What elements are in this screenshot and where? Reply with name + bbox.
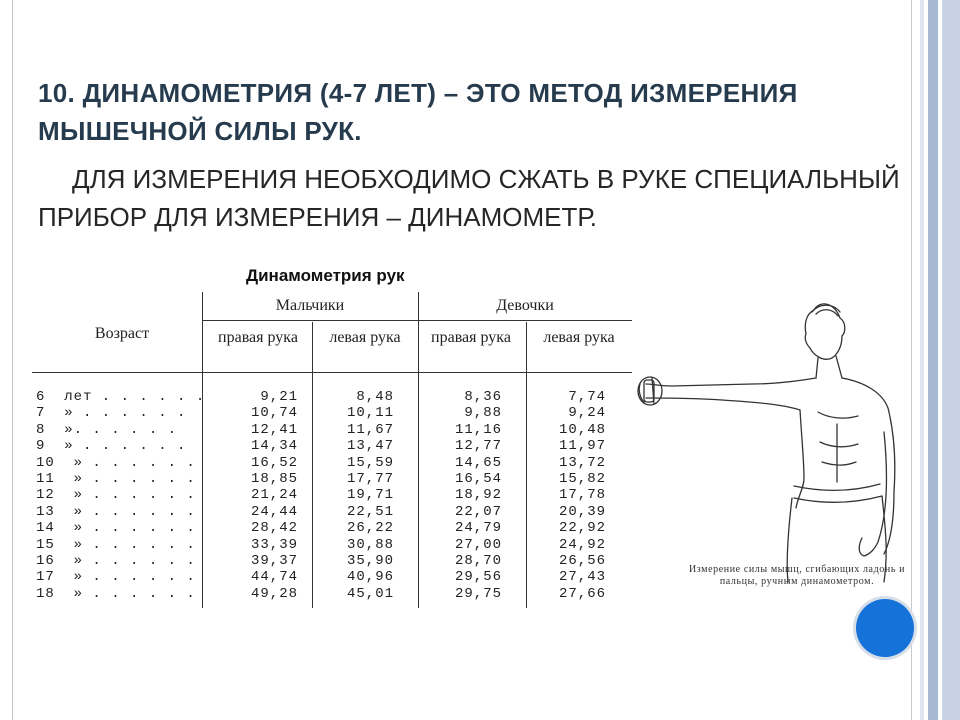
table-cell-girls-left: 24,92 bbox=[558, 536, 606, 553]
header-girls: Девочки bbox=[496, 297, 554, 314]
table-cell-girls-left: 22,92 bbox=[558, 520, 606, 537]
table-cell-girls-left: 11,97 bbox=[558, 438, 606, 455]
table-cell-girls-left: 20,39 bbox=[558, 503, 606, 520]
table-cell-boys-right: 33,39 bbox=[250, 536, 298, 553]
table-cell-boys-right: 28,42 bbox=[250, 520, 298, 537]
table-cell-girls-right: 24,79 bbox=[454, 520, 502, 537]
table-title: Динамометрия рук bbox=[246, 266, 405, 285]
table-cell-boys-right: 18,85 bbox=[250, 471, 298, 487]
header-age: Возраст bbox=[94, 325, 150, 342]
table-cell-girls-right: 22,07 bbox=[454, 503, 502, 520]
table-cell-age: 8 ». . . . . . bbox=[36, 421, 178, 438]
table-cell-girls-left: 9,24 bbox=[568, 405, 606, 422]
table-cell-girls-left: 17,78 bbox=[558, 487, 606, 504]
table-cell-boys-left: 8,48 bbox=[356, 389, 394, 405]
slide-nav-circle-button[interactable] bbox=[856, 599, 914, 657]
table-cell-boys-right: 9,21 bbox=[260, 389, 298, 405]
table-vrule-age bbox=[202, 292, 203, 608]
figure-caption: Измерение силы мышц, сгибающих ладонь и пальцы, ручным динамометром. bbox=[688, 564, 906, 587]
table-cell-age: 17 » . . . . . . bbox=[36, 569, 196, 586]
table-cell-girls-left: 27,66 bbox=[558, 585, 606, 602]
table-cell-boys-right: 12,41 bbox=[250, 421, 298, 438]
right-decorative-stripes bbox=[914, 0, 960, 720]
table-cell-girls-left: 7,74 bbox=[568, 389, 606, 405]
table-cell-girls-right: 8,36 bbox=[464, 389, 502, 405]
table-cell-girls-left: 27,43 bbox=[558, 569, 606, 586]
table-cell-age: 13 » . . . . . . bbox=[36, 503, 196, 520]
table-cell-girls-left: 26,56 bbox=[558, 553, 606, 569]
stripe-wide bbox=[942, 0, 960, 720]
table-cell-girls-right: 11,16 bbox=[454, 421, 502, 438]
table-cell-boys-left: 45,01 bbox=[346, 585, 394, 602]
table-cell-age: 10 » . . . . . . bbox=[36, 454, 196, 471]
table-cell-boys-left: 35,90 bbox=[346, 553, 394, 569]
table-cell-boys-left: 26,22 bbox=[346, 520, 394, 537]
table-cell-boys-left: 13,47 bbox=[346, 438, 394, 455]
header-boys-left: левая рука bbox=[329, 329, 401, 346]
table-cell-boys-left: 10,11 bbox=[346, 405, 394, 422]
table-cell-boys-right: 39,37 bbox=[250, 553, 298, 569]
table-cell-girls-right: 29,56 bbox=[454, 569, 502, 586]
table-cell-girls-left: 10,48 bbox=[558, 421, 606, 438]
table-cell-boys-left: 22,51 bbox=[346, 503, 394, 520]
table-cell-boys-left: 11,67 bbox=[346, 421, 394, 438]
table-rule-header bbox=[32, 372, 632, 373]
table-cell-boys-left: 17,77 bbox=[346, 471, 394, 487]
table-cell-boys-right: 16,52 bbox=[250, 454, 298, 471]
table-cell-age: 18 » . . . . . . bbox=[36, 585, 196, 602]
table-cell-boys-left: 15,59 bbox=[346, 454, 394, 471]
table-cell-boys-left: 30,88 bbox=[346, 536, 394, 553]
table-cell-girls-right: 16,54 bbox=[454, 471, 502, 487]
table-cell-girls-right: 14,65 bbox=[454, 454, 502, 471]
table-cell-age: 14 » . . . . . . bbox=[36, 520, 196, 537]
table-cell-girls-right: 9,88 bbox=[464, 405, 502, 422]
table-cell-girls-right: 27,00 bbox=[454, 536, 502, 553]
dynamometry-table bbox=[32, 292, 632, 608]
table-cell-girls-left: 13,72 bbox=[558, 454, 606, 471]
table-cell-girls-right: 18,92 bbox=[454, 487, 502, 504]
table-cell-boys-right: 49,28 bbox=[250, 585, 298, 602]
table-cell-age: 15 » . . . . . . bbox=[36, 536, 196, 553]
table-cell-boys-right: 24,44 bbox=[250, 503, 298, 520]
table-cell-age: 9 » . . . . . . bbox=[36, 438, 187, 455]
table-cell-boys-right: 10,74 bbox=[250, 405, 298, 422]
table-cell-boys-left: 19,71 bbox=[346, 487, 394, 504]
table-cell-girls-right: 28,70 bbox=[454, 553, 502, 569]
table-cell-age: 6 лет . . . . . . bbox=[36, 389, 206, 405]
slide-subtitle bbox=[38, 160, 918, 236]
table-cell-age: 16 » . . . . . . bbox=[36, 553, 196, 569]
table-cell-girls-right: 12,77 bbox=[454, 438, 502, 455]
subtitle-text: ДЛЯ ИЗМЕРЕНИЯ НЕОБХОДИМО СЖАТЬ В РУКЕ СПЕЦИАЛЬНЫЙ ПРИБОР ДЛЯ ИЗМЕРЕНИЯ – ДИНАМОМЕТР. bbox=[38, 164, 900, 232]
table-cell-age: 7 » . . . . . . bbox=[36, 405, 187, 422]
header-boys-right: правая рука bbox=[218, 329, 298, 346]
slide-title: 10. ДИНАМОМЕТРИЯ (4-7 ЛЕТ) – ЭТО МЕТОД ИЗМЕРЕНИЯ МЫШЕЧНОЙ СИЛЫ РУК. bbox=[38, 78, 798, 146]
table-cell-age: 12 » . . . . . . bbox=[36, 487, 196, 504]
table-cell-boys-left: 40,96 bbox=[346, 569, 394, 586]
stripe-thin bbox=[920, 0, 924, 720]
table-cell-age: 11 » . . . . . . bbox=[36, 471, 196, 487]
header-girls-right: правая рука bbox=[431, 329, 511, 346]
stripe-mid bbox=[928, 0, 938, 720]
table-cell-boys-right: 21,24 bbox=[250, 487, 298, 504]
table-cell-girls-right: 29,75 bbox=[454, 585, 502, 602]
table-cell-boys-right: 44,74 bbox=[250, 569, 298, 586]
header-girls-left: левая рука bbox=[543, 329, 615, 346]
header-boys: Мальчики bbox=[275, 297, 345, 314]
table-rule-group bbox=[202, 320, 632, 321]
table-cell-boys-right: 14,34 bbox=[250, 438, 298, 455]
table-cell-girls-left: 15,82 bbox=[558, 471, 606, 487]
